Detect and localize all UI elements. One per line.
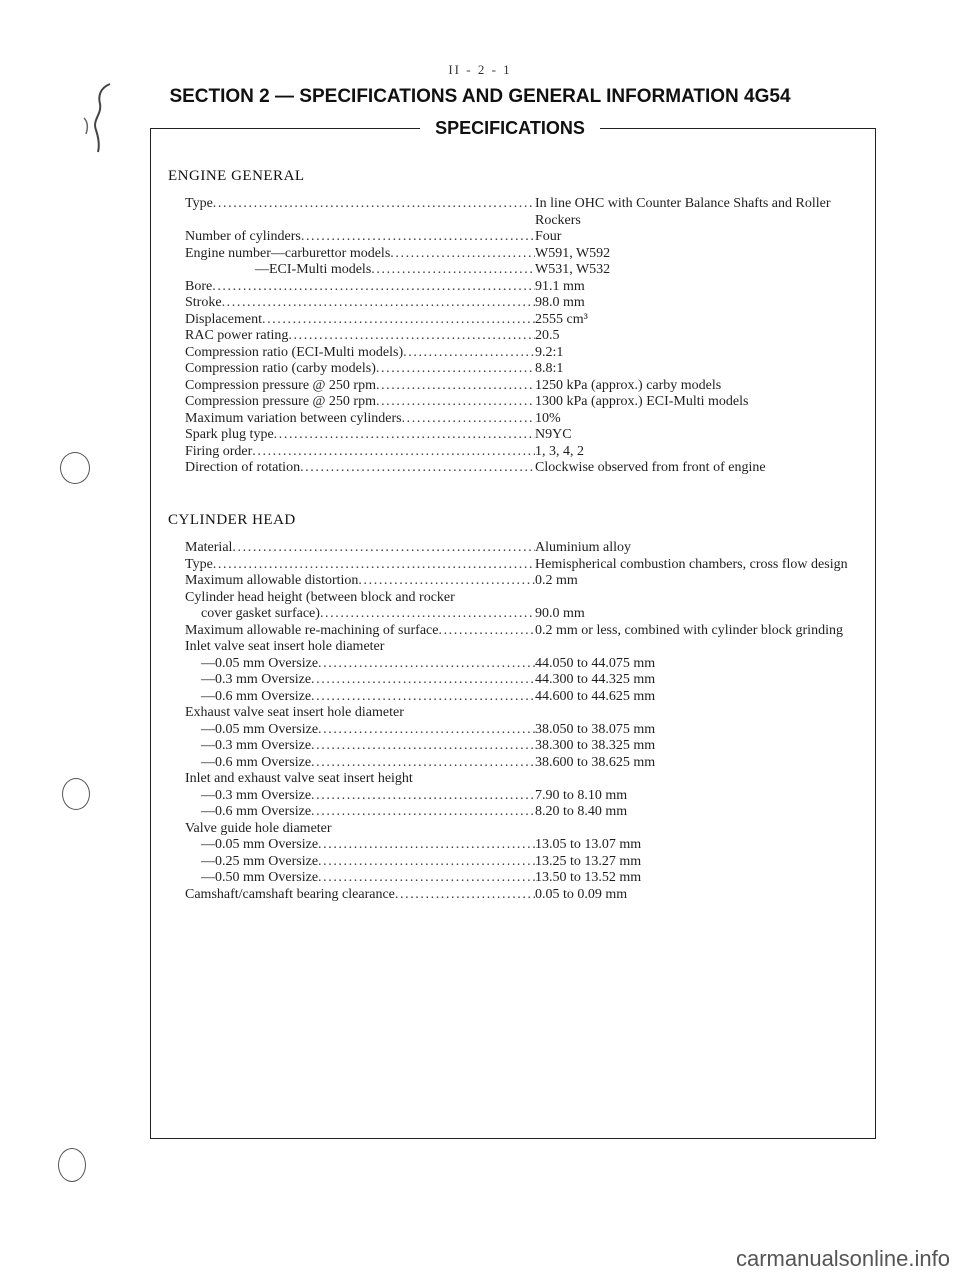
spec-row [185,705,855,722]
spec-row [185,804,855,821]
leader-dots [311,672,535,689]
leader-dots [222,295,535,312]
spec-value: Four [535,229,562,244]
leader-dots [318,722,535,739]
spec-value: 38.050 to 38.075 mm [535,721,656,737]
spec-row [185,788,855,805]
spec-label: Inlet valve seat insert hole diameter [185,639,385,654]
spec-row [185,427,855,444]
spec-label: —0.3 mm Oversize [201,738,312,753]
spec-row [185,394,855,411]
leader-dots [376,378,535,395]
spec-label: —0.25 mm Oversize [201,853,319,869]
spec-row [185,738,855,755]
corner-scribble-icon [70,78,120,158]
spec-row [185,196,855,229]
spec-value: 90.0 mm [535,606,585,621]
spec-label: —ECI-Multi models [255,262,372,277]
leader-dots [311,738,535,755]
spec-label: —0.05 mm Oversize [201,837,319,852]
spec-row [185,623,855,640]
leader-dots [318,656,535,673]
spec-value: 8.8:1 [535,361,564,376]
leader-dots [213,196,535,229]
leader-dots [376,361,535,378]
cylinder-head-heading: CYLINDER HEAD [168,512,296,528]
binder-hole-mark [60,452,90,484]
spec-row [185,262,855,279]
spec-value: 38.300 to 38.325 mm [535,738,656,753]
spec-value: 44.300 to 44.325 mm [535,672,656,687]
leader-dots [301,229,535,246]
spec-label: Type [185,196,213,211]
leader-dots [262,312,535,329]
spec-value: 0.2 mm [535,573,578,588]
spec-row [185,312,855,329]
spec-value: 44.050 to 44.075 mm [535,655,656,671]
leader-dots [402,411,535,428]
spec-row [185,540,855,557]
spec-row [185,444,855,461]
spec-row [185,672,855,689]
spec-row [185,870,855,887]
spec-label: cover gasket surface) [201,606,320,621]
spec-row [185,460,855,477]
spec-label: —0.3 mm Oversize [201,672,312,687]
spec-row [185,887,855,904]
spec-value: W531, W532 [535,262,611,277]
spec-value: 2555 cm³ [535,311,588,327]
spec-row [185,755,855,772]
spec-row [185,295,855,312]
spec-label: Exhaust valve seat insert hole diameter [185,705,404,720]
spec-label: —0.6 mm Oversize [201,688,312,704]
leader-dots [320,606,535,623]
spec-label: Compression ratio (ECI-Multi models) [185,344,404,360]
spec-label: RAC power rating [185,328,289,343]
leader-dots [252,444,535,461]
spec-label: —0.05 mm Oversize [201,655,319,671]
spec-row [185,722,855,739]
spec-value: 9.2:1 [535,344,564,360]
spec-value: 1250 kPa (approx.) carby models [535,377,722,393]
spec-value: 1, 3, 4, 2 [535,443,584,459]
spec-row [185,557,855,574]
page-number: II - 2 - 1 [448,62,512,77]
spec-value: Hemispherical combustion chambers, cross flow design [535,556,848,572]
frame-top-rule-left [150,128,420,129]
leader-dots [288,328,535,345]
spec-label: Material [185,540,233,555]
spec-value: 98.0 mm [535,295,585,310]
spec-row [185,771,855,788]
spec-row [185,821,855,838]
section-title: SECTION 2 — SPECIFICATIONS AND GENERAL INFORMATION 4G54 [169,86,791,107]
specifications-title: SPECIFICATIONS [420,118,600,139]
spec-label: Firing order [185,443,253,459]
leader-dots [232,540,535,557]
spec-value: 91.1 mm [535,278,585,294]
spec-value: 0.05 to 0.09 mm [535,886,628,902]
spec-value: 44.600 to 44.625 mm [535,688,656,704]
spec-value: 8.20 to 8.40 mm [535,804,628,819]
spec-label: Maximum allowable distortion [185,573,359,588]
leader-dots [395,887,535,904]
spec-label: Displacement [185,311,262,327]
leader-dots [358,573,535,590]
spec-label: Spark plug type [185,427,274,442]
spec-value: 7.90 to 8.10 mm [535,787,628,803]
leader-dots [274,427,535,444]
leader-dots [300,460,535,477]
spec-row [185,689,855,706]
spec-value: 20.5 [535,328,560,343]
binder-hole-mark [58,1148,86,1182]
spec-value: 13.25 to 13.27 mm [535,853,642,869]
binder-hole-mark [62,778,90,810]
engine-general-list [185,196,855,477]
spec-row [185,639,855,656]
watermark: carmanualsonline.info [735,1246,950,1271]
spec-label: Maximum variation between cylinders [185,410,402,426]
spec-value: N9YC [535,427,572,442]
spec-row [185,656,855,673]
leader-dots [318,854,535,871]
cylinder-head-list [185,540,855,903]
spec-label: Compression pressure @ 250 rpm [185,377,376,393]
spec-row [185,328,855,345]
leader-dots [371,262,535,279]
spec-label: Type [185,556,213,572]
spec-row [185,229,855,246]
spec-value: Aluminium alloy [535,540,632,555]
spec-row [185,246,855,263]
leader-dots [318,837,535,854]
spec-label: —0.50 mm Oversize [201,870,319,885]
leader-dots [311,755,535,772]
leader-dots [212,279,535,296]
spec-value: 0.2 mm or less, combined with cylinder block grinding [535,622,843,638]
spec-label: Direction of rotation [185,460,301,475]
spec-label: Stroke [185,295,222,310]
frame-top-rule-right [600,128,876,129]
leader-dots [213,557,535,574]
spec-row [185,279,855,296]
spec-label: —0.05 mm Oversize [201,721,319,737]
spec-row [185,606,855,623]
spec-value: 13.50 to 13.52 mm [535,870,642,885]
spec-label: Cylinder head height (between block and rocker [185,589,455,605]
leader-dots [311,689,535,706]
spec-label: Engine number—carburettor models [185,245,391,261]
spec-value: Clockwise observed from front of engine [535,460,766,475]
leader-dots [376,394,535,411]
spec-label: Compression ratio (carby models) [185,361,376,376]
spec-value: 1300 kPa (approx.) ECI-Multi models [535,394,749,409]
spec-label: Compression pressure @ 250 rpm [185,394,376,409]
spec-label: Valve guide hole diameter [185,820,332,836]
spec-label: Number of cylinders [185,229,301,244]
spec-row [185,411,855,428]
spec-label: Camshaft/camshaft bearing clearance [185,886,395,902]
spec-row [185,361,855,378]
leader-dots [390,246,535,263]
leader-dots [403,345,535,362]
spec-label: Bore [185,278,213,294]
engine-general-heading: ENGINE GENERAL [168,168,305,184]
leader-dots [311,788,535,805]
spec-row [185,345,855,362]
spec-value: 13.05 to 13.07 mm [535,837,642,852]
leader-dots [438,623,535,640]
spec-label: —0.6 mm Oversize [201,754,312,770]
leader-dots [311,804,535,821]
spec-row [185,854,855,871]
spec-label: Maximum allowable re-machining of surface [185,622,439,638]
spec-value: W591, W592 [535,245,611,261]
spec-label: —0.6 mm Oversize [201,804,312,819]
spec-value: In line OHC with Counter Balance Shafts and Roller Rockers [535,196,831,228]
spec-label: —0.3 mm Oversize [201,787,312,803]
spec-row [185,378,855,395]
spec-row [185,573,855,590]
spec-row [185,590,855,607]
spec-value: 38.600 to 38.625 mm [535,754,656,770]
spec-label: Inlet and exhaust valve seat insert height [185,771,413,786]
spec-row [185,837,855,854]
spec-value: 10% [535,410,561,426]
leader-dots [318,870,535,887]
